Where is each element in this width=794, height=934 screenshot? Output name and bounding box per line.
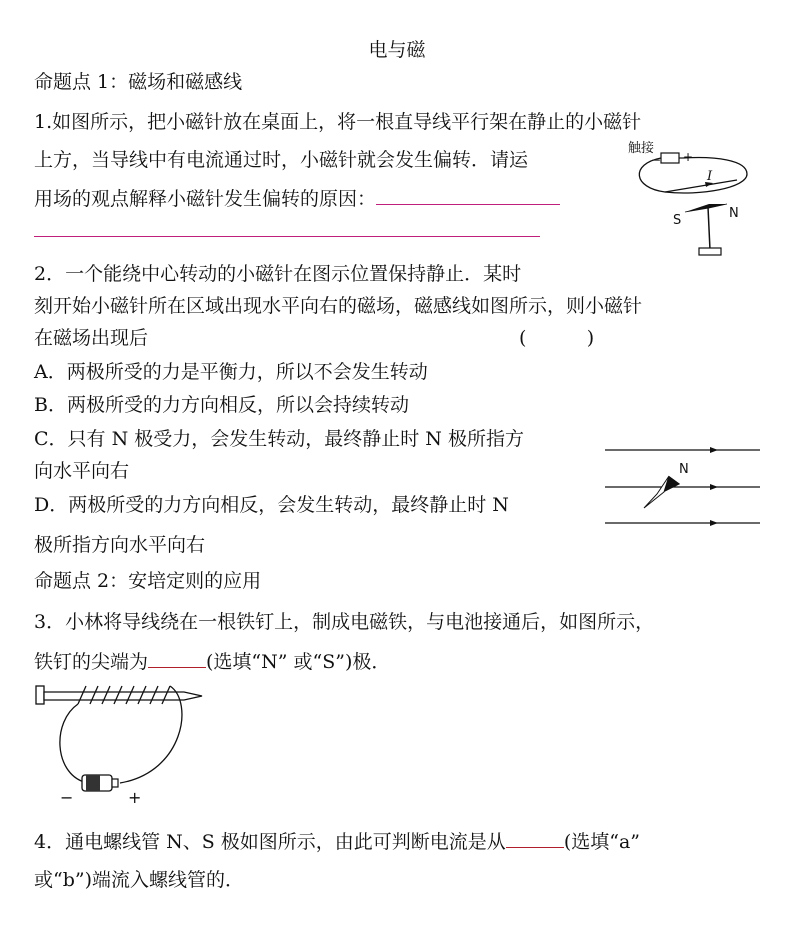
q3-line-2 — [34, 649, 390, 674]
q2-option-a: A．两极所受的力是平衡力，所以不会发生转动 — [34, 361, 428, 383]
q1-straight-wire — [665, 180, 737, 192]
q2-option-d-line-2: 极所指方向水平向右 — [34, 534, 206, 556]
q1-answer-line-2-row — [34, 218, 540, 243]
q4-answer-blank[interactable] — [506, 829, 564, 848]
q3-prompt: 铁钉的尖端为 — [34, 651, 149, 673]
q1-line-2: 上方，当导线中有电流通过时，小磁针就会发生偏转．请运 — [34, 149, 529, 171]
q4-prompt: 4．通电螺线管 N、S 极如图所示，由此可判断电流是从 — [34, 831, 506, 853]
q1-compass-stand — [708, 207, 710, 250]
q2-line-2: 刻开始小磁针所在区域出现水平向右的磁场，磁感线如图所示，则小磁针 — [34, 295, 643, 317]
q4-line-2: 或“b”)端流入螺线管的． — [34, 869, 245, 891]
q3-answer-blank[interactable] — [148, 649, 206, 668]
q1-touch-label: 触接 — [628, 141, 655, 156]
q1-current-label: I — [707, 169, 713, 184]
q3-plus-label: + — [128, 788, 142, 807]
q1-battery-icon — [661, 153, 679, 163]
q2-field-arrow-2-icon — [710, 484, 718, 490]
q1-plus-label: + — [683, 150, 694, 164]
q3-choice-hint: (选填“N” 或“S”)极． — [206, 651, 391, 673]
q2-option-d-line-1: D．两极所受的力方向相反，会发生转动，最终静止时 N — [34, 494, 509, 516]
q2-answer-bracket[interactable]: ( ) — [519, 327, 595, 349]
q1-prompt: 用场的观点解释小磁针发生偏转的原因： — [34, 188, 377, 210]
q2-field-arrow-1-icon — [710, 447, 718, 453]
q1-minus-label: − — [651, 153, 662, 167]
q4-line-1 — [34, 829, 640, 854]
q1-n-pole-label: N — [729, 206, 739, 221]
q2-compass-needle-icon — [644, 476, 669, 508]
q3-figure-electromagnet — [34, 682, 214, 807]
section-heading-1: 命题点 1：磁场和磁感线 — [34, 71, 243, 93]
q1-figure-wire-compass — [625, 138, 760, 263]
q4-choice-hint: (选填“a” — [563, 831, 640, 853]
q2-option-c-line-2: 向水平向右 — [34, 460, 130, 482]
q2-option-c-line-1: C．只有 N 极受力，会发生转动，最终静止时 N 极所指方 — [34, 428, 524, 450]
q1-answer-blank-1[interactable] — [376, 186, 560, 205]
q2-n-pole-label: N — [679, 462, 689, 477]
section-heading-2: 命题点 2：安培定则的应用 — [34, 570, 262, 592]
q2-line-1: 2．一个能绕中心转动的小磁针在图示位置保持静止．某时 — [34, 263, 522, 285]
q1-s-pole-label: S — [673, 213, 682, 228]
q3-minus-label: − — [60, 788, 74, 807]
q1-answer-blank-2[interactable] — [34, 218, 540, 237]
q2-line-3: 在磁场出现后 — [34, 327, 149, 349]
q3-nail-head — [36, 686, 44, 704]
page-title: 电与磁 — [368, 39, 426, 61]
q2-figure-field-lines — [600, 440, 765, 530]
q3-line-1: 3．小林将导线绕在一根铁钉上，制成电磁铁，与电池接通后，如图所示， — [34, 611, 655, 633]
q3-wire-left — [60, 704, 84, 782]
q1-line-1: 1.如图所示，把小磁针放在桌面上，将一根直导线平行架在静止的小磁针 — [34, 111, 642, 133]
q2-option-b: B．两极所受的力方向相反，所以会持续转动 — [34, 394, 409, 416]
q2-field-arrow-3-icon — [710, 520, 718, 526]
q1-line-3 — [34, 186, 560, 211]
q1-compass-base — [699, 248, 721, 255]
